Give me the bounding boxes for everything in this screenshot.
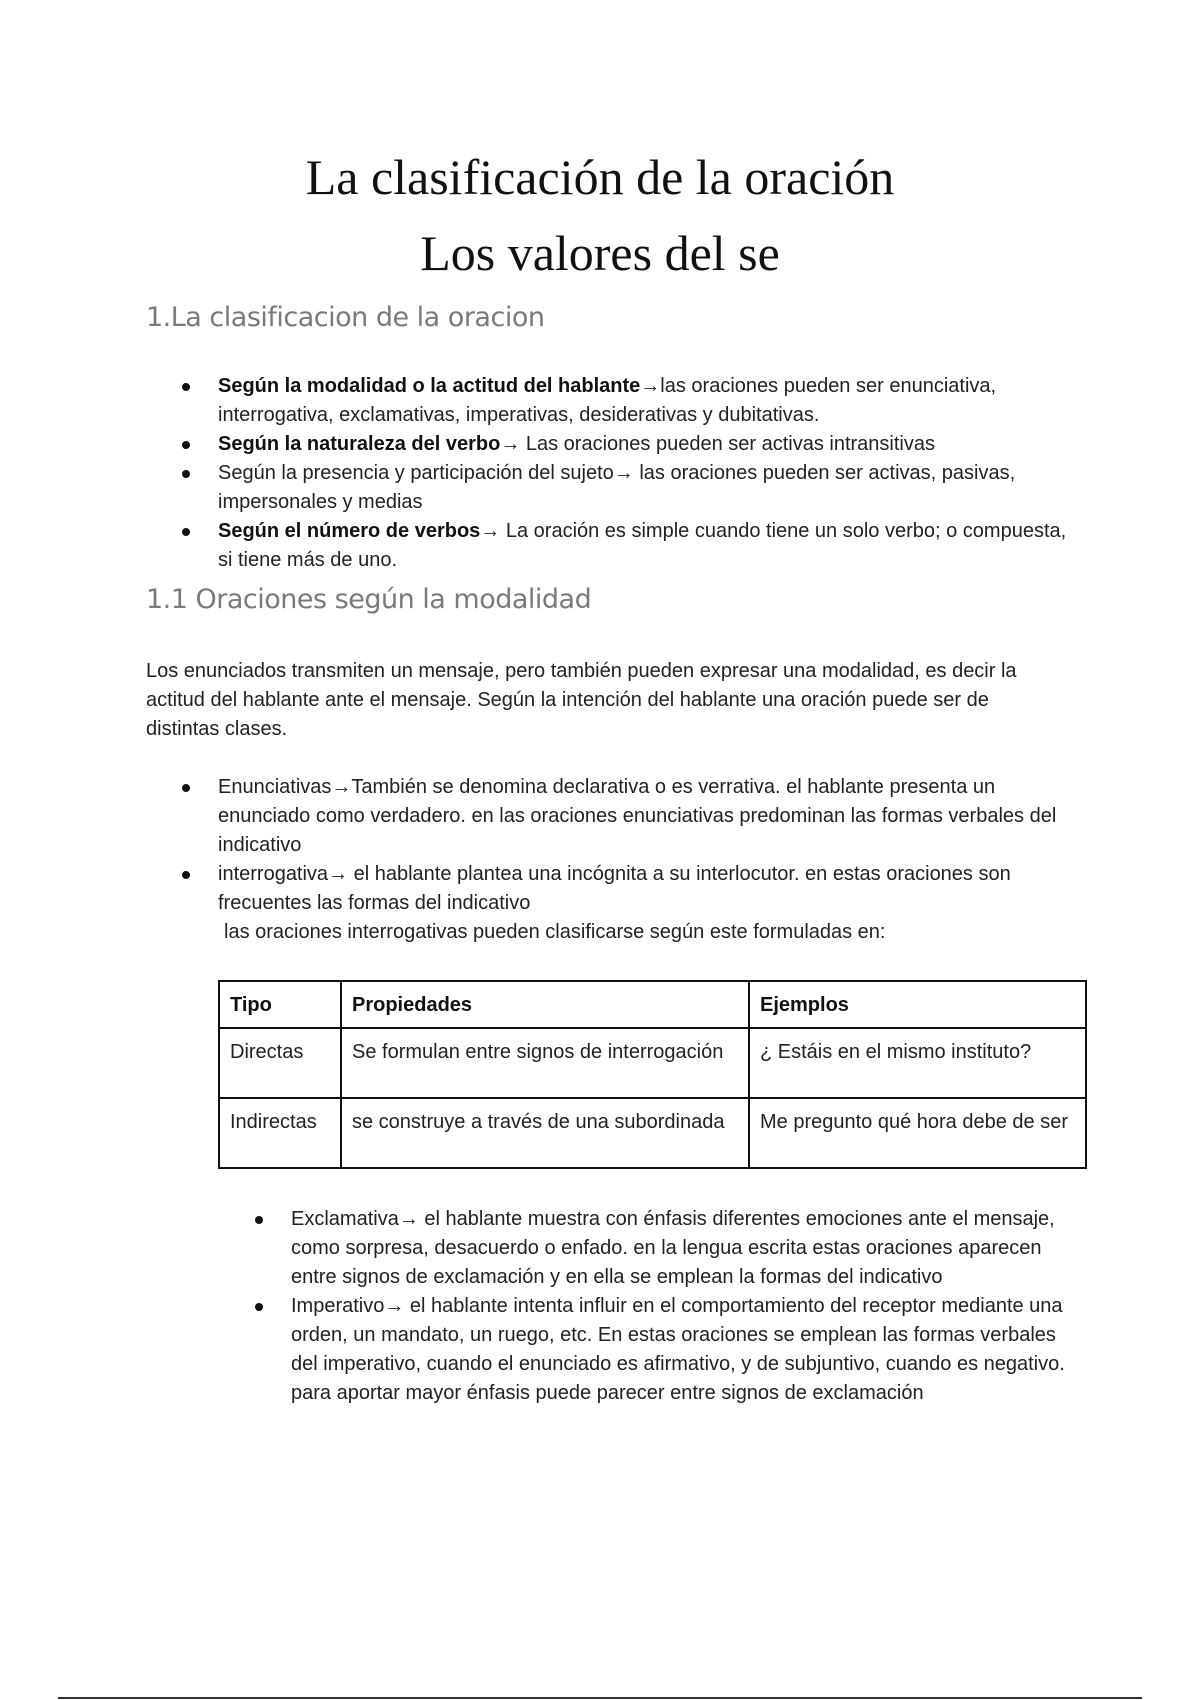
bullet-text: Exclamativa→ el hablante muestra con énfasis diferentes emociones ante el mensaje, como sorpresa, desacuerdo o enfado. en la lengua escrita estas oraciones aparecen entre signos de exclamación y en ella se emplean la formas del indicativo [291, 1208, 1055, 1288]
section-heading-modalidad: 1.1 Oraciones según la modalidad [146, 584, 592, 615]
list-item [218, 430, 1068, 459]
bullet-icon [182, 871, 190, 879]
table-cell: Me pregunto qué hora debe de ser [749, 1098, 1086, 1168]
table-header-cell: Tipo [219, 981, 341, 1028]
bullet-text: → Las oraciones pueden ser activas intransitivas [500, 433, 935, 455]
bullet-text: →las oraciones pueden ser enunciativa, interrogativa, exclamativas, imperativas, desiderativas y dubitativas. [218, 375, 997, 426]
bullet-icon [182, 441, 190, 449]
table-header-cell: Propiedades [341, 981, 749, 1028]
list-item [218, 773, 1068, 860]
page-bottom-divider [58, 1697, 1142, 1699]
bullet-bold-label: Según la modalidad o la actitud del hablante [218, 375, 641, 397]
table-cell: ¿ Estáis en el mismo instituto? [749, 1028, 1086, 1098]
list-item [291, 1292, 1071, 1408]
bullet-icon [255, 1216, 263, 1224]
bullet-icon [182, 383, 190, 391]
list-item [218, 860, 1068, 947]
list-item [291, 1205, 1071, 1292]
interrogativas-table [218, 980, 1087, 1169]
list-item [218, 517, 1068, 575]
table-cell: Indirectas [219, 1098, 341, 1168]
intro-paragraph: Los enunciados transmiten un mensaje, pero también pueden expresar una modalidad, es decir la actitud del hablante ante el mensaje. Según la intención del hablante una oración puede ser de distintas clases. [146, 660, 1017, 740]
table-row [219, 1098, 1086, 1168]
bullet-icon [255, 1303, 263, 1311]
list-item [218, 372, 1068, 430]
section-heading-clasificacion: 1.La clasificacion de la oracion [146, 302, 545, 333]
table-row [219, 1028, 1086, 1098]
bullet-text: Según la presencia y participación del sujeto→ las oraciones pueden ser activas, pasivas, impersonales y medias [218, 462, 1016, 513]
bullet-icon [182, 470, 190, 478]
table-cell: Se formulan entre signos de interrogación [341, 1028, 749, 1098]
bullet-text: Enunciativas→También se denomina declarativa o es verrativa. el hablante presenta un enunciado como verdadero. en las oraciones enunciativas predominan las formas verbales del indicativo [218, 776, 1057, 856]
list-item [218, 459, 1068, 517]
table-header-cell: Ejemplos [749, 981, 1086, 1028]
table-cell: Directas [219, 1028, 341, 1098]
bullet-icon [182, 528, 190, 536]
clasificacion-bullet-list [218, 372, 1068, 575]
document-subtitle: Los valores del se [420, 225, 780, 281]
bullet-continuation-text: las oraciones interrogativas pueden clasificarse según este formuladas en: [224, 921, 886, 943]
table-cell: se construye a través de una subordinada [341, 1098, 749, 1168]
table-header-row [219, 981, 1086, 1028]
document-title: La clasificación de la oración [305, 149, 895, 205]
bullet-text: → La oración es simple cuando tiene un solo verbo; o compuesta, si tiene más de uno. [218, 520, 1067, 571]
bullet-icon [182, 784, 190, 792]
bullet-bold-label: Según el número de verbos [218, 520, 481, 542]
modalidad-bullet-list-continued [291, 1205, 1071, 1408]
bullet-text: interrogativa→ el hablante plantea una incógnita a su interlocutor. en estas oraciones son frecuentes las formas del indicativo [218, 863, 1011, 914]
bullet-text: Imperativo→ el hablante intenta influir en el comportamiento del receptor mediante una orden, un mandato, un ruego, etc. En estas oraciones se emplean las formas verbales del imperativo, cuando el enunciado es afirmativo, y de subjuntivo, cuando es negativo. para aportar mayor énfasis puede parecer entre signos de exclamación [291, 1295, 1065, 1404]
modalidad-bullet-list [218, 773, 1068, 947]
bullet-bold-label: Según la naturaleza del verbo [218, 433, 501, 455]
